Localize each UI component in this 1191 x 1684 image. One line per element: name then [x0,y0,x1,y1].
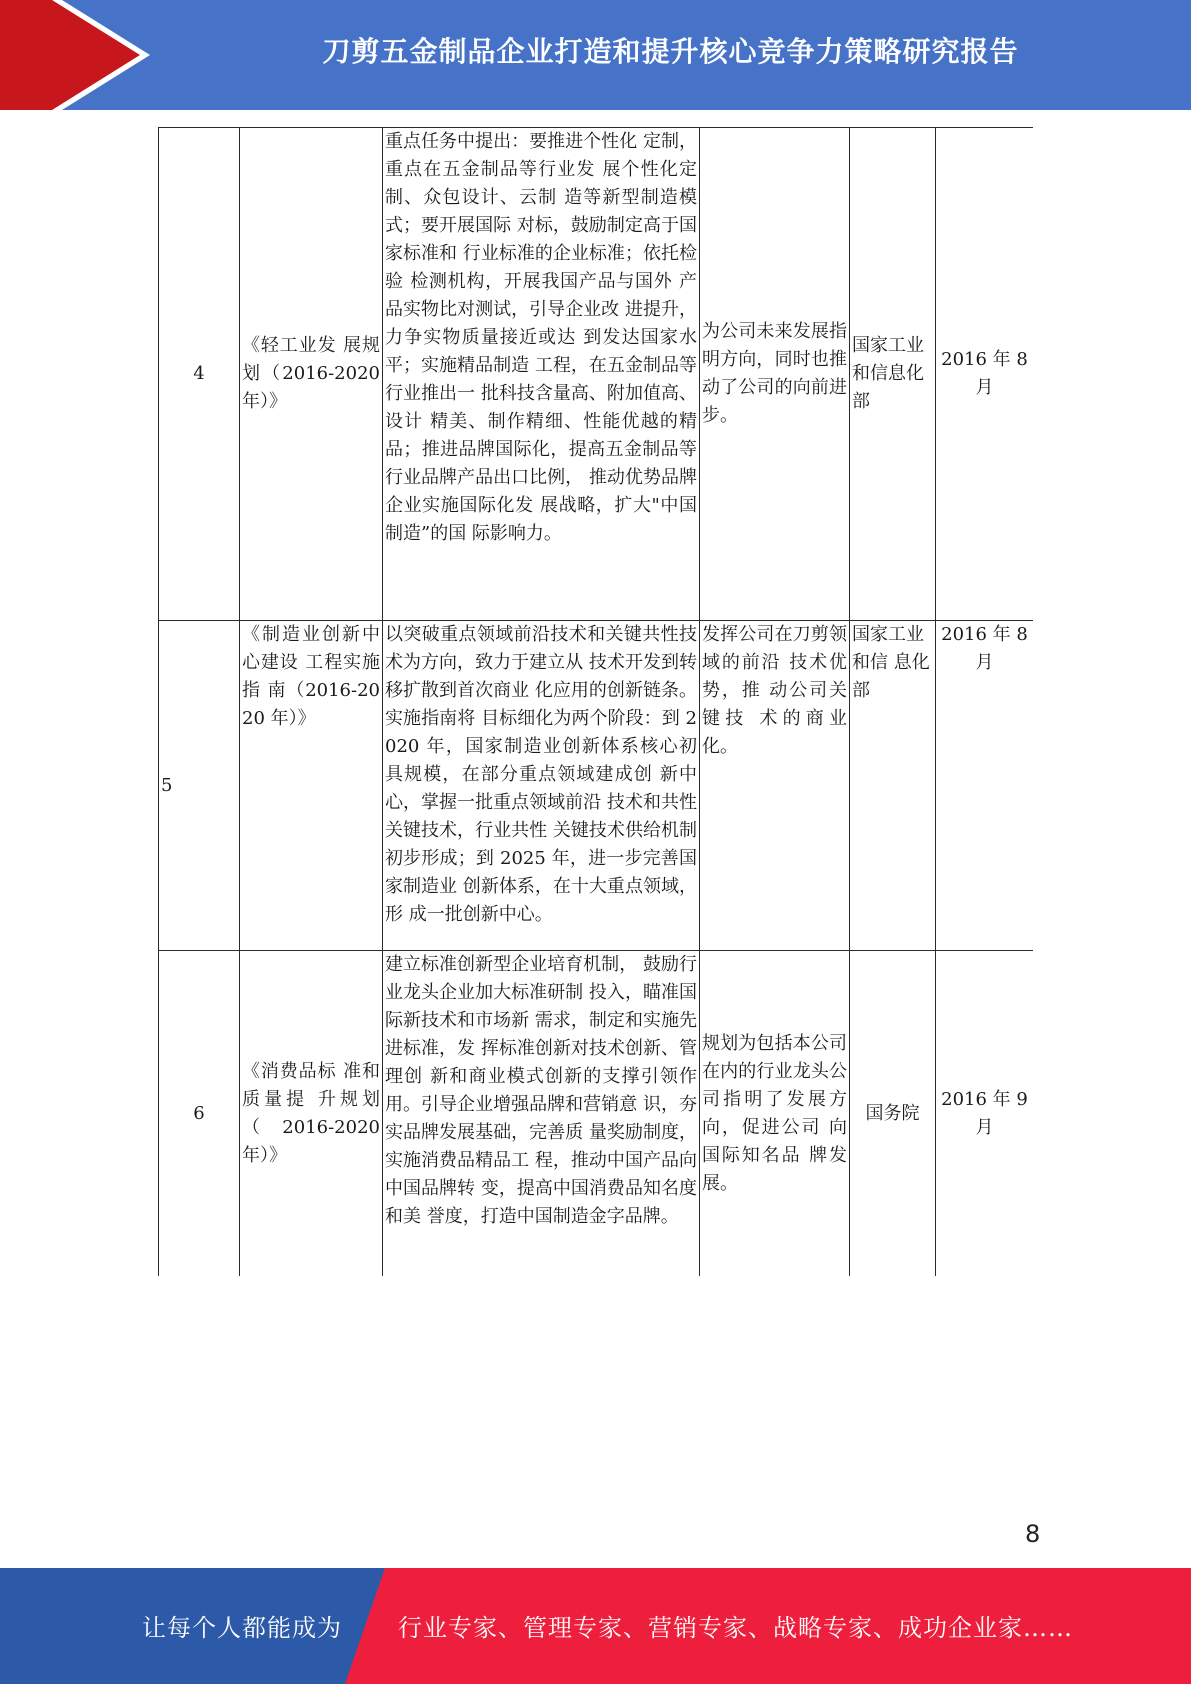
table-row [159,621,1034,951]
policy-content: 以突破重点领域前沿技术和关键共性技术为方向，致力于建立从 技术开发到转移扩散到首次商业 化应用的创新链条。实施指南将 目标细化为两个阶段：到 2020 年，国家制造业创新体系核心初 具规模，在部分重点领域建成创 新中心，掌握一批重点领域前沿 技术和共性关键技术，行业共性 关键技术供给机制初步形成；到 2025 年，进一步完善国家制造业 创新体系，在十大重点领域，形 成一批创新中心。 [383,621,700,951]
policy-impact: 规划为包括本公司在内的行业龙头公司指明了发展方 向，促进公司 向国际知名品 牌发展。 [700,951,850,1277]
page-header [0,0,1191,110]
issuing-department: 国家工业和信息化部 [850,128,936,621]
policy-content: 重点任务中提出：要推进个性化 定制，重点在五金制品等行业发 展个性化定制、众包设计、云制 造等新型制造模式；要开展国际 对标，鼓励制定高于国家标准和 行业标准的企业标准；依托检验 检测机构，开展我国产品与国外 产品实物比对测试，引导企业改 进提升，力争实物质量接近或达 到发达国家水平；实施精品制造 工程，在五金制品等行业推出一 批科技含量高、附加值高、设计 精美、制作精细、性能优越的精 品；推进品牌国际化，提高五金制品等行业品牌产品出口比例， 推动优势品牌企业实施国际化发 展战略，扩大"中国制造”的国 际影响力。 [383,128,700,621]
chevron-arrow-icon [0,0,160,110]
policy-table [158,127,1033,1276]
policy-impact: 发挥公司在刀剪领域的前沿 技术优势，推 动公司关键技 术的商业化。 [700,621,850,951]
row-number: 4 [159,128,240,621]
issue-date: 2016 年 8 月 [936,128,1034,621]
table-row [159,128,1034,621]
footer-slogan-right: 行业专家、管理专家、营销专家、战略专家、成功企业家…… [398,1614,1073,1642]
policy-impact: 为公司未来发展指明方向，同时也推动了公司的向前进步。 [700,128,850,621]
page-number: 8 [1025,1520,1041,1548]
issuing-department: 国家工业和信 息化部 [850,621,936,951]
issuing-department: 国务院 [850,951,936,1277]
row-number: 5 [159,621,240,951]
policy-name: 《消费品标 准和质量提 升规划（2016-2020 年）》 [240,951,383,1277]
policy-name: 《轻工业发 展规划（2016-2020 年）》 [240,128,383,621]
page-footer [0,1568,1191,1684]
row-number: 6 [159,951,240,1277]
issue-date: 2016 年 8 月 [936,621,1034,951]
footer-slogan-left: 让每个人都能成为 [142,1614,342,1642]
policy-content: 建立标准创新型企业培育机制， 鼓励行业龙头企业加大标准研制 投入，瞄准国际新技术和市场新 需求，制定和实施先进标准，发 挥标准创新对技术创新、管理创 新和商业模式创新的支撑引领作 用。引导企业增强品牌和营销意 识，夯实品牌发展基础，完善质 量奖励制度，实施消费品精品工 程，推动中国产品向中国品牌转 变，提高中国消费品知名度和美 誉度，打造中国制造金字品牌。 [383,951,700,1277]
issue-date: 2016 年 9 月 [936,951,1034,1277]
report-title: 刀剪五金制品企业打造和提升核心竞争力策略研究报告 [322,35,1019,68]
table-row [159,951,1034,1277]
policy-name: 《制造业创新中心建设 工程实施指 南（2016-2020 年）》 [240,621,383,951]
